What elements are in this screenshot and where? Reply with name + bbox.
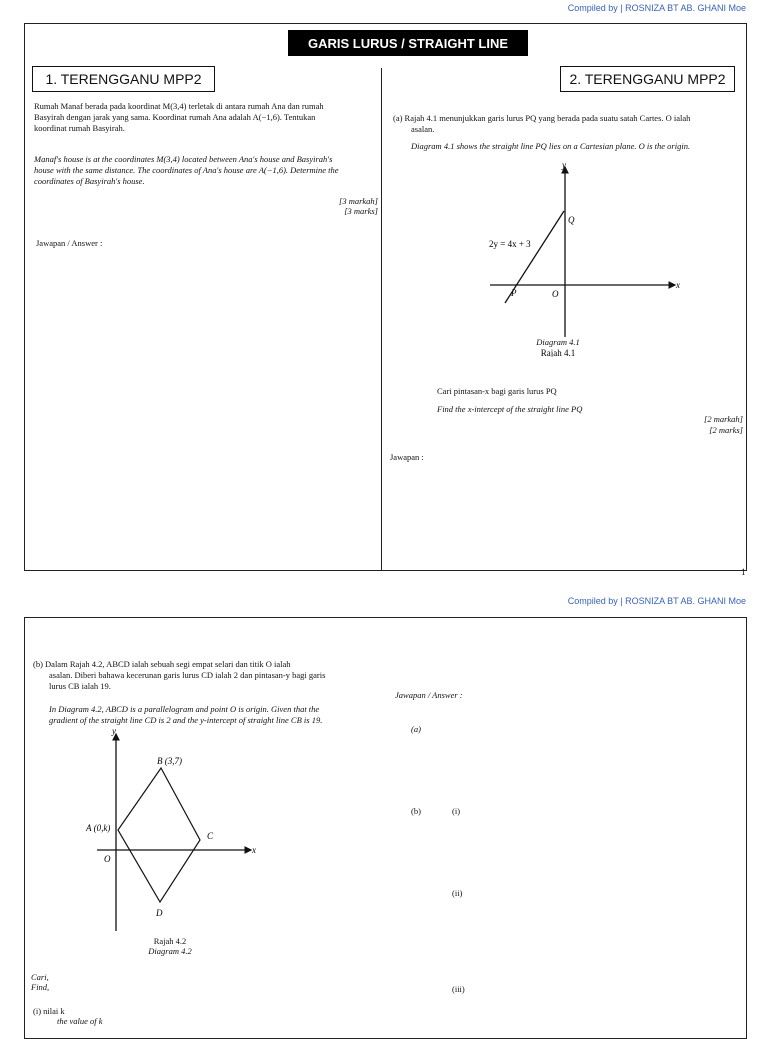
compiled-by-header-2: Compiled by | ROSNIZA BT AB. GHANI Moe — [567, 596, 746, 606]
answer-a: (a) — [411, 724, 421, 734]
answer-label-2: Jawapan / Answer : — [395, 690, 463, 700]
diagram-4-1 — [480, 157, 700, 357]
line-equation-label: 2y = 4x + 3 — [489, 239, 531, 249]
find-english: Find, — [31, 982, 50, 992]
parallelogram-abcd — [118, 768, 200, 902]
q1-malay-line-1: Rumah Manaf berada pada koordinat M(3,4) terletak di antara rumah Ana dan rumah — [34, 101, 324, 111]
page-number: 1 — [741, 567, 746, 577]
diagram-4-2 — [85, 726, 285, 956]
answer-b-ii: (ii) — [452, 888, 463, 898]
x-axis-label-2: x — [252, 845, 256, 855]
compiled-by-header: Compiled by | ROSNIZA BT AB. GHANI Moe — [567, 3, 746, 13]
q2-part-a-english: Diagram 4.1 shows the straight line PQ lies on a Cartesian plane. O is the origin. — [411, 141, 691, 151]
diagram-4-1-caption-english: Diagram 4.1 — [536, 337, 580, 347]
point-p-label: P — [511, 288, 517, 298]
item-i-malay: (i) nilai k — [33, 1006, 65, 1016]
point-a-label: A (0,k) — [86, 823, 111, 833]
y-axis-label: y — [562, 160, 566, 170]
x-axis-label: x — [676, 280, 680, 290]
q1-english-line-2: house with the same distance. The coordinates of Ana's house are A(−1,6). Determine the — [34, 165, 339, 175]
point-b-label: B (3,7) — [157, 756, 182, 766]
q1-marks-english: [3 marks] — [344, 206, 378, 216]
q2-part-a-malay-line-1: (a) Rajah 4.1 menunjukkan garis lurus PQ yang berada pada suatu satah Cartes. O ialah — [393, 113, 691, 123]
diagram-4-1-caption-malay: Rajah 4.1 — [540, 348, 576, 357]
part-b-english-line-1: In Diagram 4.2, ABCD is a parallelogram and point O is origin. Given that the — [49, 704, 320, 714]
item-i-english: the value of k — [57, 1016, 103, 1026]
origin-label: O — [552, 289, 559, 299]
q1-english-line-3: coordinates of Basyirah's house. — [34, 176, 145, 186]
point-q-label: Q — [568, 215, 575, 225]
part-b-malay-line-2: asalan. Diberi bahawa kecerunan garis lurus CD ialah 2 dan pintasan-y bagi garis — [49, 670, 326, 680]
q2-marks-english: [2 marks] — [709, 425, 743, 435]
find-malay: Cari, — [31, 972, 49, 982]
q1-malay-line-3: koordinat rumah Basyirah. — [34, 123, 125, 133]
point-d-label: D — [156, 908, 163, 918]
answer-b-iii: (iii) — [452, 984, 465, 994]
q1-answer-label: Jawapan / Answer : — [36, 238, 103, 248]
question-2-heading: 2. TERENGGANU MPP2 — [560, 66, 735, 92]
question-1-heading: 1. TERENGGANU MPP2 — [32, 66, 215, 92]
q2-answer-label: Jawapan : — [390, 452, 424, 462]
origin-label-2: O — [104, 854, 111, 864]
diagram-4-2-caption-malay: Rajah 4.2 — [153, 936, 187, 946]
point-c-label: C — [207, 831, 214, 841]
q2-task-malay: Cari pintasan-x bagi garis lurus PQ — [437, 386, 557, 396]
part-b-malay-line-1: (b) Dalam Rajah 4.2, ABCD ialah sebuah segi empat selari dan titik O ialah — [33, 659, 291, 669]
q2-task-english: Find the x-intercept of the straight line PQ — [437, 404, 583, 414]
answer-b: (b) — [411, 806, 421, 816]
q2-part-a-malay-line-2: asalan. — [411, 124, 435, 134]
answer-b-i: (i) — [452, 806, 461, 816]
q1-marks-malay: [3 markah] — [339, 196, 378, 206]
page-1 — [24, 23, 747, 571]
q2-marks-malay: [2 markah] — [704, 414, 743, 424]
page-title: GARIS LURUS / STRAIGHT LINE — [288, 30, 528, 56]
diagram-4-2-caption-english: Diagram 4.2 — [148, 946, 192, 956]
part-b-malay-line-3: lurus CB ialah 19. — [49, 681, 111, 691]
q1-english-line-1: Manaf's house is at the coordinates M(3,4) located between Ana's house and Basyirah's — [34, 154, 333, 164]
y-axis-label-2: y — [112, 726, 116, 736]
part-b-english-line-2: gradient of the straight line CD is 2 and the y-intercept of straight line CB is 19. — [49, 715, 323, 725]
q1-malay-line-2: Basyirah dengan jarak yang sama. Koordinat rumah Ana adalah A(−1,6). Tentukan — [34, 112, 316, 122]
column-divider — [381, 68, 382, 570]
page-2 — [24, 617, 747, 1039]
